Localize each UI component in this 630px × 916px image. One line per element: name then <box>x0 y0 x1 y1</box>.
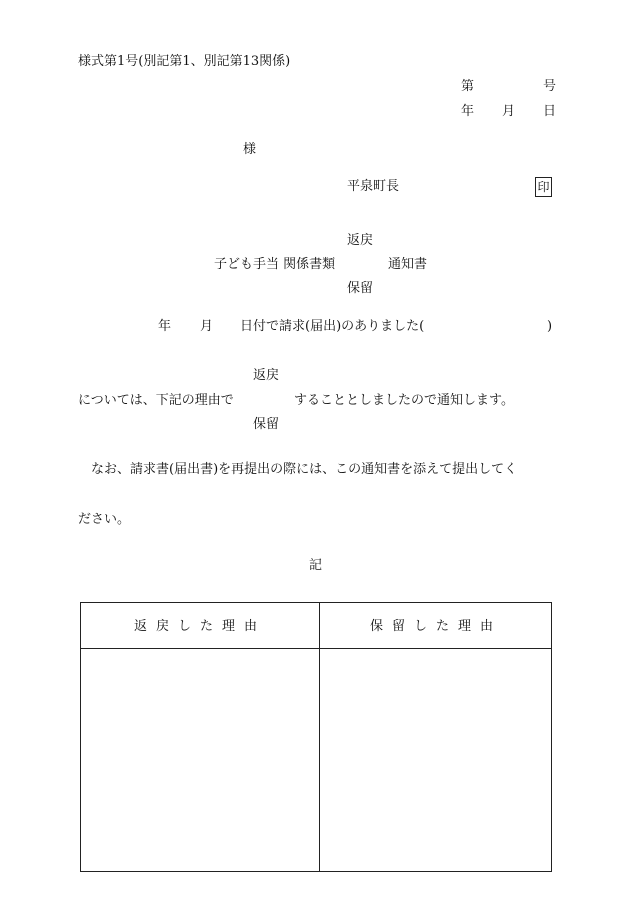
header-return-reason: 返戻した理由 <box>133 619 266 634</box>
title-option-return: 返戻 <box>347 233 374 248</box>
reason-table <box>80 602 552 872</box>
seal-stamp: 印 <box>535 177 552 197</box>
ki-heading: 記 <box>309 558 323 573</box>
addressee-sama: 様 <box>243 142 257 157</box>
return-reason-cell[interactable] <box>81 649 319 871</box>
body-option-return: 返戻 <box>253 368 280 383</box>
date-year-label: 年 <box>461 104 475 119</box>
date-day-label: 日 <box>543 104 557 119</box>
body-date-month: 月 <box>200 319 214 334</box>
note-line-1: なお、請求書(届出書)を再提出の際には、この通知書を添えて提出してく <box>91 462 518 477</box>
body-option-hold: 保留 <box>253 417 280 432</box>
body-date-close: ) <box>547 319 553 334</box>
body-reason-text: については、下記の理由で <box>78 393 234 408</box>
title-prefix: 子ども手当 関係書類 <box>214 257 336 272</box>
header-hold-reason: 保留した理由 <box>369 619 502 634</box>
title-option-hold: 保留 <box>347 281 374 296</box>
hold-reason-cell[interactable] <box>320 649 551 871</box>
note-line-2: ださい。 <box>78 512 131 527</box>
body-date-text: 日付で請求(届出)のありました( <box>240 319 425 334</box>
form-number: 様式第1号(別記第1、別記第13関係) <box>78 54 291 69</box>
date-month-label: 月 <box>502 104 516 119</box>
body-notice-text: することとしましたので通知します。 <box>294 393 514 408</box>
title-suffix: 通知書 <box>388 257 428 272</box>
number-label-dai: 第 <box>461 79 475 94</box>
body-date-year: 年 <box>158 319 172 334</box>
sender-name: 平泉町長 <box>347 179 400 194</box>
number-label-go: 号 <box>543 79 557 94</box>
